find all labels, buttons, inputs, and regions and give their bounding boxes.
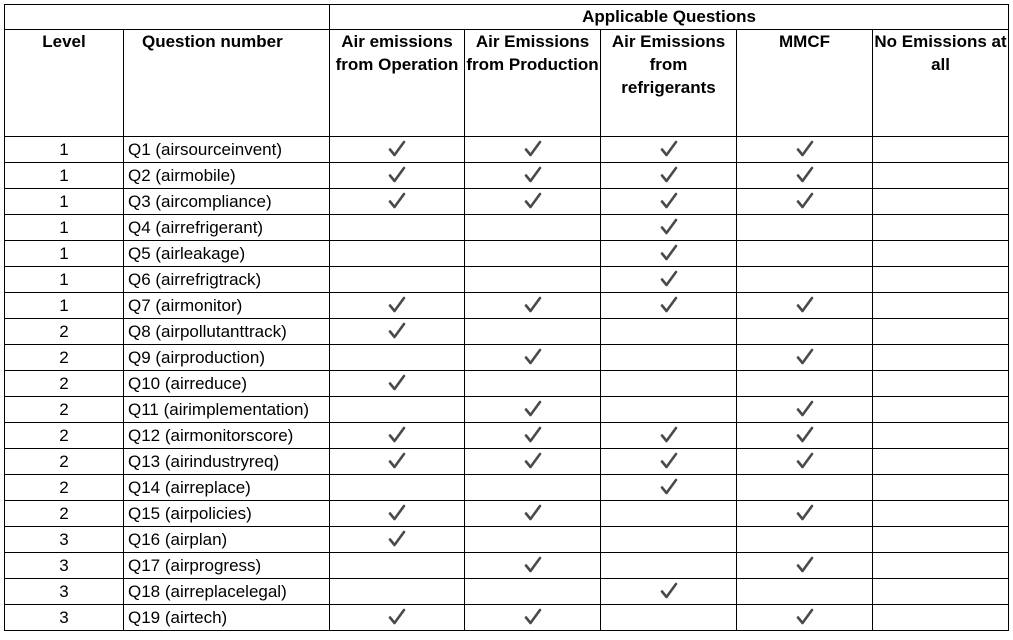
checkmark-icon xyxy=(660,192,678,210)
checkmark-icon xyxy=(388,530,406,548)
checkmark-icon xyxy=(796,192,814,210)
mark-cell-refrigerants xyxy=(601,137,737,163)
question-cell: Q15 (airpolicies) xyxy=(124,501,330,527)
mark-cell-mmcf xyxy=(737,345,873,371)
table-row xyxy=(5,371,1009,397)
mark-cell-refrigerants xyxy=(601,449,737,475)
checkmark-icon xyxy=(524,348,542,366)
mark-cell-mmcf xyxy=(737,579,873,605)
table-row xyxy=(5,137,1009,163)
mark-cell-mmcf xyxy=(737,397,873,423)
header-group-row xyxy=(5,5,1009,30)
mark-cell-no-emissions xyxy=(873,449,1009,475)
mark-cell-refrigerants xyxy=(601,553,737,579)
checkmark-icon xyxy=(660,140,678,158)
mark-cell-production xyxy=(465,553,601,579)
header-level: Level xyxy=(5,30,124,137)
mark-cell-operation xyxy=(330,449,465,475)
mark-cell-mmcf xyxy=(737,605,873,631)
mark-cell-operation xyxy=(330,267,465,293)
checkmark-icon xyxy=(524,556,542,574)
question-cell: Q16 (airplan) xyxy=(124,527,330,553)
checkmark-icon xyxy=(388,452,406,470)
mark-cell-mmcf xyxy=(737,189,873,215)
mark-cell-operation xyxy=(330,163,465,189)
mark-cell-no-emissions xyxy=(873,579,1009,605)
mark-cell-no-emissions xyxy=(873,397,1009,423)
mark-cell-mmcf xyxy=(737,293,873,319)
mark-cell-operation xyxy=(330,241,465,267)
mark-cell-refrigerants xyxy=(601,345,737,371)
question-cell: Q1 (airsourceinvent) xyxy=(124,137,330,163)
table-row xyxy=(5,527,1009,553)
checkmark-icon xyxy=(524,140,542,158)
table-row xyxy=(5,397,1009,423)
header-air-emissions-operation: Air emissions from Operation xyxy=(330,30,465,137)
checkmark-icon xyxy=(388,322,406,340)
mark-cell-no-emissions xyxy=(873,319,1009,345)
table-row xyxy=(5,475,1009,501)
mark-cell-operation xyxy=(330,345,465,371)
header-air-emissions-production: Air Emissions from Production xyxy=(465,30,601,137)
checkmark-icon xyxy=(388,608,406,626)
mark-cell-refrigerants xyxy=(601,163,737,189)
mark-cell-refrigerants xyxy=(601,371,737,397)
checkmark-icon xyxy=(524,452,542,470)
mark-cell-production xyxy=(465,423,601,449)
checkmark-icon xyxy=(796,426,814,444)
mark-cell-production xyxy=(465,215,601,241)
table-row xyxy=(5,605,1009,631)
mark-cell-production xyxy=(465,267,601,293)
checkmark-icon xyxy=(796,166,814,184)
checkmark-icon xyxy=(524,504,542,522)
mark-cell-production xyxy=(465,475,601,501)
question-cell: Q14 (airreplace) xyxy=(124,475,330,501)
mark-cell-mmcf xyxy=(737,553,873,579)
mark-cell-refrigerants xyxy=(601,267,737,293)
mark-cell-mmcf xyxy=(737,423,873,449)
checkmark-icon xyxy=(388,140,406,158)
level-cell: 2 xyxy=(5,501,124,527)
mark-cell-refrigerants xyxy=(601,579,737,605)
mark-cell-refrigerants xyxy=(601,189,737,215)
mark-cell-no-emissions xyxy=(873,163,1009,189)
level-cell: 3 xyxy=(5,553,124,579)
level-cell: 3 xyxy=(5,605,124,631)
mark-cell-no-emissions xyxy=(873,423,1009,449)
mark-cell-operation xyxy=(330,293,465,319)
level-cell: 2 xyxy=(5,371,124,397)
checkmark-icon xyxy=(524,166,542,184)
mark-cell-mmcf xyxy=(737,163,873,189)
checkmark-icon xyxy=(796,296,814,314)
mark-cell-production xyxy=(465,527,601,553)
mark-cell-no-emissions xyxy=(873,527,1009,553)
table-row xyxy=(5,553,1009,579)
mark-cell-no-emissions xyxy=(873,189,1009,215)
mark-cell-no-emissions xyxy=(873,293,1009,319)
mark-cell-mmcf xyxy=(737,241,873,267)
checkmark-icon xyxy=(660,582,678,600)
header-air-emissions-refrigerants: Air Emissions from refrigerants xyxy=(601,30,737,137)
question-cell: Q7 (airmonitor) xyxy=(124,293,330,319)
checkmark-icon xyxy=(388,426,406,444)
level-cell: 3 xyxy=(5,579,124,605)
level-cell: 2 xyxy=(5,345,124,371)
mark-cell-no-emissions xyxy=(873,241,1009,267)
mark-cell-mmcf xyxy=(737,527,873,553)
level-cell: 1 xyxy=(5,137,124,163)
checkmark-icon xyxy=(524,608,542,626)
mark-cell-refrigerants xyxy=(601,501,737,527)
level-cell: 2 xyxy=(5,319,124,345)
mark-cell-refrigerants xyxy=(601,293,737,319)
mark-cell-mmcf xyxy=(737,449,873,475)
mark-cell-no-emissions xyxy=(873,605,1009,631)
mark-cell-operation xyxy=(330,423,465,449)
mark-cell-refrigerants xyxy=(601,241,737,267)
header-question-number: Question number xyxy=(124,30,330,137)
level-cell: 3 xyxy=(5,527,124,553)
level-cell: 1 xyxy=(5,215,124,241)
question-cell: Q11 (airimplementation) xyxy=(124,397,330,423)
table-row xyxy=(5,423,1009,449)
mark-cell-no-emissions xyxy=(873,475,1009,501)
mark-cell-operation xyxy=(330,501,465,527)
checkmark-icon xyxy=(388,374,406,392)
checkmark-icon xyxy=(660,218,678,236)
mark-cell-production xyxy=(465,293,601,319)
mark-cell-no-emissions xyxy=(873,137,1009,163)
checkmark-icon xyxy=(796,400,814,418)
mark-cell-refrigerants xyxy=(601,527,737,553)
level-cell: 1 xyxy=(5,293,124,319)
level-cell: 2 xyxy=(5,397,124,423)
mark-cell-production xyxy=(465,189,601,215)
mark-cell-mmcf xyxy=(737,267,873,293)
checkmark-icon xyxy=(388,192,406,210)
mark-cell-refrigerants xyxy=(601,215,737,241)
mark-cell-mmcf xyxy=(737,501,873,527)
mark-cell-production xyxy=(465,371,601,397)
checkmark-icon xyxy=(796,608,814,626)
level-cell: 1 xyxy=(5,241,124,267)
level-cell: 2 xyxy=(5,475,124,501)
mark-cell-operation xyxy=(330,605,465,631)
question-cell: Q8 (airpollutanttrack) xyxy=(124,319,330,345)
checkmark-icon xyxy=(524,192,542,210)
checkmark-icon xyxy=(660,166,678,184)
mark-cell-operation xyxy=(330,371,465,397)
mark-cell-mmcf xyxy=(737,319,873,345)
checkmark-icon xyxy=(388,166,406,184)
checkmark-icon xyxy=(660,244,678,262)
table-row xyxy=(5,215,1009,241)
question-cell: Q10 (airreduce) xyxy=(124,371,330,397)
checkmark-icon xyxy=(388,504,406,522)
checkmark-icon xyxy=(796,452,814,470)
question-cell: Q17 (airprogress) xyxy=(124,553,330,579)
mark-cell-operation xyxy=(330,579,465,605)
question-cell: Q2 (airmobile) xyxy=(124,163,330,189)
checkmark-icon xyxy=(660,478,678,496)
mark-cell-mmcf xyxy=(737,215,873,241)
question-cell: Q9 (airproduction) xyxy=(124,345,330,371)
mark-cell-production xyxy=(465,319,601,345)
table-row xyxy=(5,189,1009,215)
checkmark-icon xyxy=(796,504,814,522)
header-row xyxy=(5,30,1009,137)
mark-cell-refrigerants xyxy=(601,423,737,449)
question-cell: Q4 (airrefrigerant) xyxy=(124,215,330,241)
table-row xyxy=(5,579,1009,605)
checkmark-icon xyxy=(796,140,814,158)
table-row xyxy=(5,241,1009,267)
header-applicable-questions: Applicable Questions xyxy=(330,5,1009,30)
table-row xyxy=(5,319,1009,345)
question-cell: Q13 (airindustryreq) xyxy=(124,449,330,475)
table-row xyxy=(5,163,1009,189)
mark-cell-production xyxy=(465,605,601,631)
level-cell: 1 xyxy=(5,189,124,215)
mark-cell-no-emissions xyxy=(873,501,1009,527)
table-row xyxy=(5,345,1009,371)
mark-cell-production xyxy=(465,397,601,423)
checkmark-icon xyxy=(524,426,542,444)
mark-cell-mmcf xyxy=(737,475,873,501)
table-row xyxy=(5,293,1009,319)
mark-cell-refrigerants xyxy=(601,605,737,631)
mark-cell-no-emissions xyxy=(873,267,1009,293)
level-cell: 2 xyxy=(5,449,124,475)
mark-cell-mmcf xyxy=(737,137,873,163)
mark-cell-operation xyxy=(330,215,465,241)
mark-cell-refrigerants xyxy=(601,397,737,423)
header-mmcf: MMCF xyxy=(737,30,873,137)
mark-cell-no-emissions xyxy=(873,215,1009,241)
mark-cell-operation xyxy=(330,527,465,553)
level-cell: 1 xyxy=(5,163,124,189)
question-cell: Q5 (airleakage) xyxy=(124,241,330,267)
table-row xyxy=(5,267,1009,293)
mark-cell-operation xyxy=(330,319,465,345)
mark-cell-operation xyxy=(330,397,465,423)
level-cell: 2 xyxy=(5,423,124,449)
table-body xyxy=(5,137,1009,631)
mark-cell-operation xyxy=(330,137,465,163)
mark-cell-no-emissions xyxy=(873,345,1009,371)
mark-cell-production xyxy=(465,501,601,527)
mark-cell-operation xyxy=(330,189,465,215)
question-cell: Q12 (airmonitorscore) xyxy=(124,423,330,449)
mark-cell-production xyxy=(465,449,601,475)
header-no-emissions: No Emissions at all xyxy=(873,30,1009,137)
level-cell: 1 xyxy=(5,267,124,293)
mark-cell-production xyxy=(465,241,601,267)
checkmark-icon xyxy=(660,452,678,470)
mark-cell-no-emissions xyxy=(873,553,1009,579)
mark-cell-production xyxy=(465,579,601,605)
checkmark-icon xyxy=(524,296,542,314)
table-row xyxy=(5,501,1009,527)
mark-cell-production xyxy=(465,137,601,163)
mark-cell-mmcf xyxy=(737,371,873,397)
mark-cell-operation xyxy=(330,475,465,501)
checkmark-icon xyxy=(660,270,678,288)
applicable-questions-table xyxy=(4,4,1009,631)
checkmark-icon xyxy=(524,400,542,418)
mark-cell-production xyxy=(465,345,601,371)
checkmark-icon xyxy=(660,296,678,314)
mark-cell-no-emissions xyxy=(873,371,1009,397)
question-cell: Q3 (aircompliance) xyxy=(124,189,330,215)
mark-cell-operation xyxy=(330,553,465,579)
checkmark-icon xyxy=(796,556,814,574)
mark-cell-refrigerants xyxy=(601,475,737,501)
mark-cell-production xyxy=(465,163,601,189)
table-row xyxy=(5,449,1009,475)
header-blank-cell xyxy=(5,5,330,30)
checkmark-icon xyxy=(660,426,678,444)
question-cell: Q19 (airtech) xyxy=(124,605,330,631)
checkmark-icon xyxy=(796,348,814,366)
checkmark-icon xyxy=(388,296,406,314)
question-cell: Q18 (airreplacelegal) xyxy=(124,579,330,605)
question-cell: Q6 (airrefrigtrack) xyxy=(124,267,330,293)
mark-cell-refrigerants xyxy=(601,319,737,345)
